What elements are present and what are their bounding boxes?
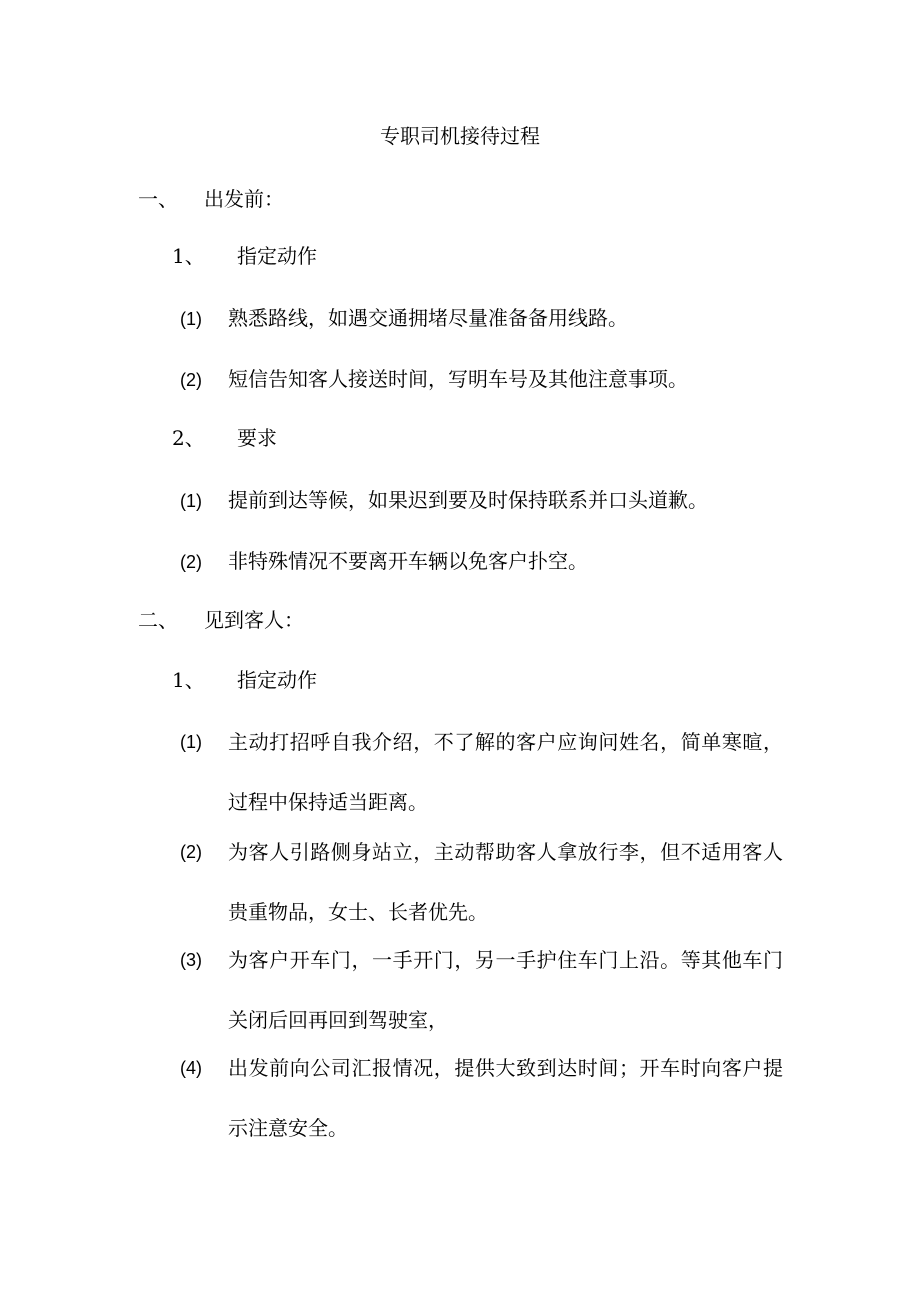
list-item-text: 非特殊情况不要离开车辆以免客户扑空。	[228, 549, 588, 573]
section-marker: 一、	[138, 187, 178, 211]
subsection-marker: 2、	[172, 426, 205, 450]
list-item-marker: (4)	[180, 1058, 202, 1078]
subsection-heading	[172, 664, 317, 696]
list-item	[180, 484, 783, 517]
list-item-marker: (1)	[180, 732, 202, 752]
list-item	[180, 545, 783, 578]
list-item-text: 为客户开车门，一手开门，另一手护住车门上沿。等其他车门关闭后回再回到驾驶室，	[228, 948, 783, 1032]
section-heading	[138, 604, 304, 636]
list-item-marker: (2)	[180, 842, 202, 862]
subsection-title: 指定动作	[237, 244, 317, 268]
section-title: 出发前：	[204, 187, 284, 211]
list-item-text: 熟悉路线，如遇交通拥堵尽量准备备用线路。	[228, 306, 628, 330]
list-item-marker: (1)	[180, 491, 202, 511]
list-item-marker: (2)	[180, 552, 202, 572]
list-item-text: 为客人引路侧身站立，主动帮助客人拿放行李，但不适用客人贵重物品，女士、长者优先。	[228, 840, 783, 924]
document-title: 专职司机接待过程	[380, 124, 540, 148]
subsection-marker: 1、	[172, 668, 205, 692]
list-item-text: 短信告知客人接送时间，写明车号及其他注意事项。	[228, 367, 688, 391]
list-item-marker: (2)	[180, 370, 202, 390]
section-heading	[138, 183, 284, 215]
subsection-title: 指定动作	[237, 668, 317, 692]
list-item-text: 出发前向公司汇报情况，提供大致到达时间；开车时向客户提示注意安全。	[228, 1056, 783, 1140]
subsection-heading	[172, 240, 317, 272]
subsection-marker: 1、	[172, 244, 205, 268]
list-item	[180, 1052, 790, 1172]
section-marker: 二、	[138, 608, 178, 632]
list-item-text: 主动打招呼自我介绍，不了解的客户应询问姓名，简单寒暄，过程中保持适当距离。	[228, 730, 783, 814]
section-title: 见到客人：	[204, 608, 304, 632]
list-item	[180, 363, 783, 396]
list-item	[180, 302, 783, 335]
list-item-marker: (1)	[180, 309, 202, 329]
subsection-heading	[172, 422, 277, 454]
subsection-title: 要求	[237, 426, 277, 450]
list-item-text: 提前到达等候，如果迟到要及时保持联系并口头道歉。	[228, 488, 708, 512]
list-item-marker: (3)	[180, 950, 202, 970]
